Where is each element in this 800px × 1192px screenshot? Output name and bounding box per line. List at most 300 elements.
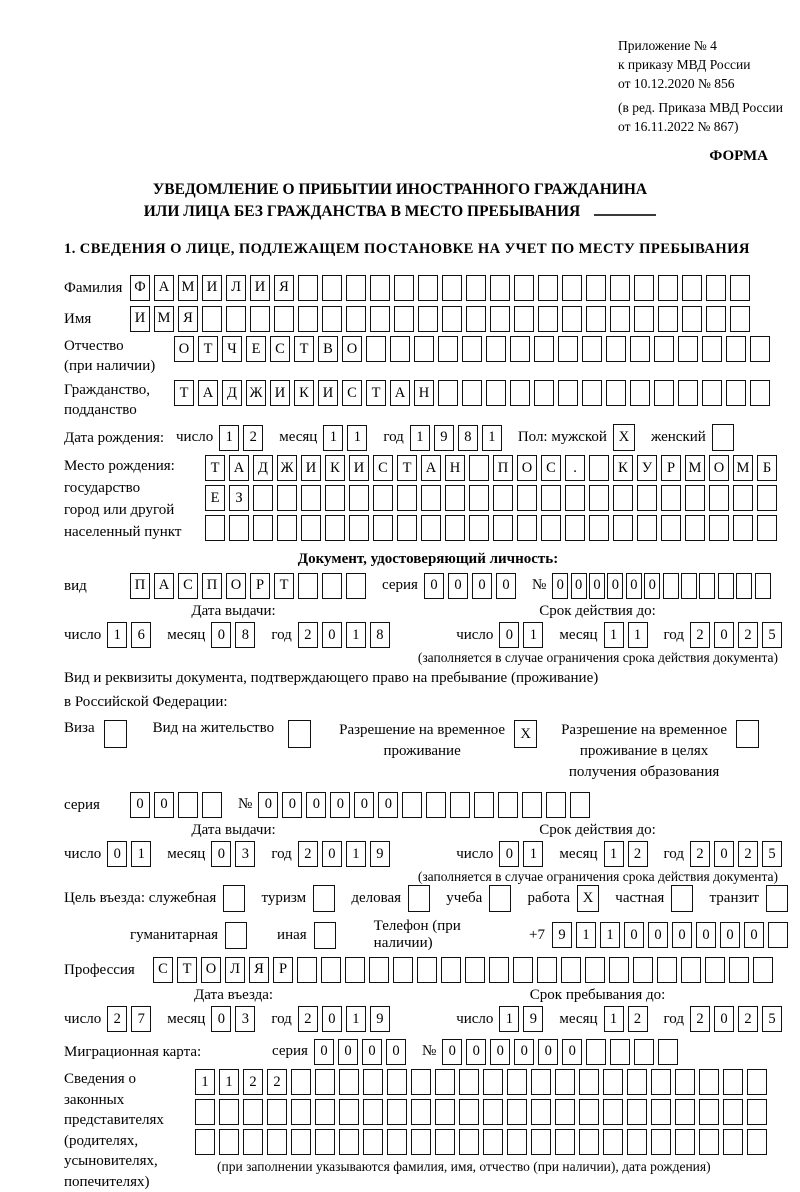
char-box[interactable] bbox=[349, 485, 369, 511]
purpose-business-checkbox[interactable] bbox=[408, 885, 434, 912]
char-box[interactable]: 0 bbox=[211, 622, 231, 648]
char-box[interactable] bbox=[498, 792, 518, 818]
char-box[interactable]: 0 bbox=[624, 922, 644, 948]
char-box[interactable] bbox=[586, 1039, 606, 1065]
char-box[interactable]: Я bbox=[249, 957, 269, 983]
char-box[interactable] bbox=[322, 306, 342, 332]
char-box[interactable]: 2 bbox=[298, 1006, 318, 1032]
char-box[interactable]: 2 bbox=[107, 1006, 127, 1032]
char-box[interactable] bbox=[459, 1129, 479, 1155]
char-box[interactable] bbox=[658, 306, 678, 332]
char-box[interactable] bbox=[462, 336, 482, 362]
char-box[interactable] bbox=[370, 275, 390, 301]
char-box[interactable]: 1 bbox=[499, 1006, 519, 1032]
char-box[interactable] bbox=[534, 336, 554, 362]
char-box[interactable] bbox=[489, 957, 509, 983]
char-box[interactable] bbox=[469, 485, 489, 511]
surname-input[interactable] bbox=[130, 275, 754, 301]
char-box[interactable] bbox=[387, 1099, 407, 1125]
char-box[interactable] bbox=[606, 380, 626, 406]
char-box[interactable] bbox=[681, 573, 697, 599]
char-box[interactable]: Л bbox=[225, 957, 245, 983]
char-box[interactable] bbox=[747, 1069, 767, 1095]
char-box[interactable] bbox=[755, 573, 771, 599]
char-box[interactable] bbox=[493, 515, 513, 541]
char-box[interactable]: . bbox=[565, 455, 585, 481]
char-box[interactable] bbox=[610, 275, 630, 301]
char-box[interactable] bbox=[663, 573, 679, 599]
char-box[interactable] bbox=[562, 275, 582, 301]
char-box[interactable] bbox=[438, 380, 458, 406]
char-box[interactable]: М bbox=[178, 275, 198, 301]
char-box[interactable] bbox=[243, 1129, 263, 1155]
char-box[interactable] bbox=[418, 306, 438, 332]
char-box[interactable]: 0 bbox=[322, 841, 342, 867]
char-box[interactable]: А bbox=[154, 275, 174, 301]
char-box[interactable] bbox=[657, 957, 677, 983]
char-box[interactable] bbox=[394, 306, 414, 332]
char-box[interactable] bbox=[561, 957, 581, 983]
permit-valid-month-input[interactable] bbox=[604, 841, 652, 867]
char-box[interactable] bbox=[298, 275, 318, 301]
char-box[interactable]: 3 bbox=[235, 841, 255, 867]
phone-input[interactable] bbox=[552, 922, 792, 948]
char-box[interactable] bbox=[541, 515, 561, 541]
char-box[interactable]: С bbox=[270, 336, 290, 362]
char-box[interactable] bbox=[609, 957, 629, 983]
char-box[interactable] bbox=[435, 1069, 455, 1095]
char-box[interactable]: 0 bbox=[211, 1006, 231, 1032]
char-box[interactable] bbox=[277, 485, 297, 511]
char-box[interactable] bbox=[445, 515, 465, 541]
char-box[interactable]: 5 bbox=[762, 1006, 782, 1032]
char-box[interactable]: Я bbox=[178, 306, 198, 332]
char-box[interactable] bbox=[225, 922, 247, 949]
char-box[interactable] bbox=[538, 306, 558, 332]
char-box[interactable]: 0 bbox=[378, 792, 398, 818]
char-box[interactable]: Т bbox=[366, 380, 386, 406]
char-box[interactable]: 9 bbox=[523, 1006, 543, 1032]
char-box[interactable] bbox=[325, 515, 345, 541]
char-box[interactable] bbox=[387, 1069, 407, 1095]
char-box[interactable]: 1 bbox=[323, 425, 343, 451]
char-box[interactable]: 1 bbox=[346, 841, 366, 867]
char-box[interactable] bbox=[706, 275, 726, 301]
char-box[interactable]: 0 bbox=[552, 573, 568, 599]
migcard-series-input[interactable] bbox=[314, 1039, 410, 1065]
char-box[interactable]: 2 bbox=[628, 841, 648, 867]
char-box[interactable] bbox=[229, 515, 249, 541]
char-box[interactable] bbox=[747, 1129, 767, 1155]
char-box[interactable]: Н bbox=[445, 455, 465, 481]
char-box[interactable] bbox=[363, 1129, 383, 1155]
guardians-row1-input[interactable] bbox=[195, 1069, 771, 1095]
char-box[interactable] bbox=[370, 306, 390, 332]
char-box[interactable]: В bbox=[318, 336, 338, 362]
char-box[interactable] bbox=[462, 380, 482, 406]
char-box[interactable]: 0 bbox=[672, 922, 692, 948]
char-box[interactable]: А bbox=[198, 380, 218, 406]
char-box[interactable]: К bbox=[325, 455, 345, 481]
char-box[interactable] bbox=[373, 485, 393, 511]
char-box[interactable]: 0 bbox=[424, 573, 444, 599]
char-box[interactable] bbox=[411, 1069, 431, 1095]
birth-year-input[interactable] bbox=[410, 425, 506, 451]
guardians-row2-input[interactable] bbox=[195, 1099, 771, 1125]
char-box[interactable] bbox=[414, 336, 434, 362]
char-box[interactable] bbox=[579, 1129, 599, 1155]
char-box[interactable] bbox=[291, 1129, 311, 1155]
char-box[interactable]: 1 bbox=[523, 841, 543, 867]
birthplace-row1-input[interactable] bbox=[205, 455, 781, 481]
char-box[interactable] bbox=[675, 1099, 695, 1125]
temp-residence-edu-checkbox[interactable] bbox=[736, 720, 763, 748]
char-box[interactable] bbox=[699, 1099, 719, 1125]
char-box[interactable]: И bbox=[318, 380, 338, 406]
char-box[interactable] bbox=[729, 957, 749, 983]
char-box[interactable] bbox=[397, 485, 417, 511]
stay-month-input[interactable] bbox=[604, 1006, 652, 1032]
char-box[interactable]: Р bbox=[661, 455, 681, 481]
doc-issue-year-input[interactable] bbox=[298, 622, 394, 648]
char-box[interactable] bbox=[627, 1129, 647, 1155]
char-box[interactable] bbox=[558, 336, 578, 362]
char-box[interactable]: 1 bbox=[410, 425, 430, 451]
char-box[interactable] bbox=[555, 1129, 575, 1155]
char-box[interactable] bbox=[634, 275, 654, 301]
char-box[interactable] bbox=[651, 1069, 671, 1095]
char-box[interactable] bbox=[402, 792, 422, 818]
char-box[interactable]: 0 bbox=[562, 1039, 582, 1065]
char-box[interactable]: 1 bbox=[346, 622, 366, 648]
char-box[interactable]: С bbox=[153, 957, 173, 983]
char-box[interactable] bbox=[493, 485, 513, 511]
char-box[interactable] bbox=[750, 380, 770, 406]
char-box[interactable]: 6 bbox=[131, 622, 151, 648]
char-box[interactable] bbox=[438, 336, 458, 362]
char-box[interactable] bbox=[768, 922, 788, 948]
char-box[interactable]: 0 bbox=[644, 573, 660, 599]
char-box[interactable]: М bbox=[154, 306, 174, 332]
birthplace-row2-input[interactable] bbox=[205, 485, 781, 511]
char-box[interactable]: У bbox=[637, 455, 657, 481]
char-box[interactable] bbox=[298, 306, 318, 332]
char-box[interactable] bbox=[685, 515, 705, 541]
char-box[interactable] bbox=[483, 1129, 503, 1155]
char-box[interactable]: С bbox=[342, 380, 362, 406]
visa-checkbox[interactable] bbox=[104, 720, 131, 748]
char-box[interactable] bbox=[736, 573, 752, 599]
char-box[interactable] bbox=[709, 515, 729, 541]
citizenship-input[interactable] bbox=[174, 380, 774, 406]
char-box[interactable] bbox=[486, 336, 506, 362]
char-box[interactable]: 0 bbox=[211, 841, 231, 867]
char-box[interactable]: 0 bbox=[496, 573, 516, 599]
char-box[interactable] bbox=[565, 485, 585, 511]
char-box[interactable]: 0 bbox=[744, 922, 764, 948]
char-box[interactable]: Б bbox=[757, 455, 777, 481]
char-box[interactable]: 0 bbox=[354, 792, 374, 818]
char-box[interactable]: П bbox=[202, 573, 222, 599]
char-box[interactable] bbox=[394, 275, 414, 301]
char-box[interactable]: М bbox=[685, 455, 705, 481]
char-box[interactable]: 1 bbox=[523, 622, 543, 648]
char-box[interactable] bbox=[709, 485, 729, 511]
char-box[interactable] bbox=[541, 485, 561, 511]
char-box[interactable] bbox=[325, 485, 345, 511]
sex-female-checkbox[interactable] bbox=[712, 424, 738, 451]
char-box[interactable] bbox=[465, 957, 485, 983]
char-box[interactable] bbox=[469, 515, 489, 541]
char-box[interactable] bbox=[514, 306, 534, 332]
char-box[interactable] bbox=[346, 275, 366, 301]
char-box[interactable] bbox=[363, 1099, 383, 1125]
char-box[interactable]: 1 bbox=[576, 922, 596, 948]
char-box[interactable]: 2 bbox=[690, 622, 710, 648]
char-box[interactable] bbox=[219, 1099, 239, 1125]
char-box[interactable] bbox=[486, 380, 506, 406]
permit-issue-month-input[interactable] bbox=[211, 841, 259, 867]
char-box[interactable] bbox=[733, 515, 753, 541]
char-box[interactable]: А bbox=[154, 573, 174, 599]
char-box[interactable]: 1 bbox=[219, 425, 239, 451]
char-box[interactable] bbox=[418, 275, 438, 301]
char-box[interactable]: Ж bbox=[277, 455, 297, 481]
char-box[interactable]: М bbox=[733, 455, 753, 481]
char-box[interactable]: 9 bbox=[370, 1006, 390, 1032]
char-box[interactable]: 1 bbox=[195, 1069, 215, 1095]
char-box[interactable] bbox=[671, 885, 693, 912]
char-box[interactable]: 0 bbox=[648, 922, 668, 948]
char-box[interactable] bbox=[339, 1069, 359, 1095]
char-box[interactable] bbox=[699, 573, 715, 599]
char-box[interactable]: Ф bbox=[130, 275, 150, 301]
sex-male-checkbox[interactable] bbox=[613, 424, 639, 451]
char-box[interactable]: 1 bbox=[346, 1006, 366, 1032]
entry-day-input[interactable] bbox=[107, 1006, 155, 1032]
char-box[interactable] bbox=[606, 336, 626, 362]
char-box[interactable]: 0 bbox=[589, 573, 605, 599]
entry-month-input[interactable] bbox=[211, 1006, 259, 1032]
char-box[interactable]: 9 bbox=[552, 922, 572, 948]
char-box[interactable] bbox=[634, 306, 654, 332]
char-box[interactable] bbox=[253, 485, 273, 511]
char-box[interactable] bbox=[205, 515, 225, 541]
char-box[interactable] bbox=[459, 1099, 479, 1125]
char-box[interactable] bbox=[253, 515, 273, 541]
stay-year-input[interactable] bbox=[690, 1006, 786, 1032]
char-box[interactable] bbox=[627, 1069, 647, 1095]
char-box[interactable]: 0 bbox=[306, 792, 326, 818]
char-box[interactable] bbox=[634, 1039, 654, 1065]
char-box[interactable]: О bbox=[517, 455, 537, 481]
temp-residence-checkbox[interactable] bbox=[514, 720, 541, 748]
char-box[interactable] bbox=[483, 1099, 503, 1125]
char-box[interactable]: Д bbox=[253, 455, 273, 481]
char-box[interactable] bbox=[603, 1069, 623, 1095]
char-box[interactable]: И bbox=[270, 380, 290, 406]
char-box[interactable]: 0 bbox=[330, 792, 350, 818]
doc-number-input[interactable] bbox=[552, 573, 773, 599]
char-box[interactable] bbox=[654, 336, 674, 362]
purpose-humanitarian-checkbox[interactable] bbox=[225, 922, 251, 949]
char-box[interactable]: И bbox=[349, 455, 369, 481]
char-box[interactable]: 0 bbox=[448, 573, 468, 599]
char-box[interactable]: С bbox=[178, 573, 198, 599]
char-box[interactable] bbox=[411, 1129, 431, 1155]
char-box[interactable]: 2 bbox=[267, 1069, 287, 1095]
char-box[interactable]: Ж bbox=[246, 380, 266, 406]
migcard-number-input[interactable] bbox=[442, 1039, 682, 1065]
char-box[interactable] bbox=[243, 1099, 263, 1125]
doc-valid-month-input[interactable] bbox=[604, 622, 652, 648]
char-box[interactable] bbox=[757, 485, 777, 511]
char-box[interactable]: Я bbox=[274, 275, 294, 301]
char-box[interactable] bbox=[507, 1069, 527, 1095]
char-box[interactable] bbox=[321, 957, 341, 983]
char-box[interactable]: 1 bbox=[604, 841, 624, 867]
char-box[interactable] bbox=[678, 380, 698, 406]
char-box[interactable]: 9 bbox=[370, 841, 390, 867]
char-box[interactable] bbox=[613, 515, 633, 541]
char-box[interactable] bbox=[723, 1069, 743, 1095]
char-box[interactable] bbox=[681, 957, 701, 983]
char-box[interactable] bbox=[699, 1069, 719, 1095]
char-box[interactable] bbox=[562, 306, 582, 332]
char-box[interactable]: 2 bbox=[738, 841, 758, 867]
doc-type-input[interactable] bbox=[130, 573, 370, 599]
char-box[interactable] bbox=[633, 957, 653, 983]
char-box[interactable]: О bbox=[342, 336, 362, 362]
char-box[interactable] bbox=[466, 306, 486, 332]
char-box[interactable]: 1 bbox=[628, 622, 648, 648]
char-box[interactable] bbox=[442, 306, 462, 332]
entry-year-input[interactable] bbox=[298, 1006, 394, 1032]
char-box[interactable]: Е bbox=[205, 485, 225, 511]
char-box[interactable] bbox=[750, 336, 770, 362]
char-box[interactable]: 0 bbox=[499, 622, 519, 648]
char-box[interactable] bbox=[104, 720, 127, 748]
char-box[interactable] bbox=[291, 1099, 311, 1125]
stay-day-input[interactable] bbox=[499, 1006, 547, 1032]
permit-valid-day-input[interactable] bbox=[499, 841, 547, 867]
char-box[interactable]: 0 bbox=[107, 841, 127, 867]
char-box[interactable] bbox=[555, 1069, 575, 1095]
char-box[interactable] bbox=[613, 485, 633, 511]
char-box[interactable]: С bbox=[541, 455, 561, 481]
char-box[interactable] bbox=[315, 1129, 335, 1155]
char-box[interactable] bbox=[675, 1129, 695, 1155]
char-box[interactable] bbox=[178, 792, 198, 818]
char-box[interactable] bbox=[490, 275, 510, 301]
char-box[interactable] bbox=[267, 1129, 287, 1155]
char-box[interactable] bbox=[339, 1099, 359, 1125]
char-box[interactable] bbox=[730, 306, 750, 332]
char-box[interactable]: Р bbox=[273, 957, 293, 983]
char-box[interactable] bbox=[682, 306, 702, 332]
char-box[interactable]: 5 bbox=[762, 841, 782, 867]
name-input[interactable] bbox=[130, 306, 754, 332]
char-box[interactable] bbox=[267, 1099, 287, 1125]
purpose-work-checkbox[interactable] bbox=[577, 885, 603, 912]
char-box[interactable] bbox=[702, 380, 722, 406]
char-box[interactable]: И bbox=[202, 275, 222, 301]
char-box[interactable] bbox=[603, 1099, 623, 1125]
char-box[interactable]: 0 bbox=[338, 1039, 358, 1065]
char-box[interactable] bbox=[483, 1069, 503, 1095]
char-box[interactable] bbox=[288, 720, 311, 748]
char-box[interactable]: 0 bbox=[322, 1006, 342, 1032]
char-box[interactable] bbox=[297, 957, 317, 983]
char-box[interactable]: 2 bbox=[243, 425, 263, 451]
char-box[interactable] bbox=[393, 957, 413, 983]
char-box[interactable] bbox=[610, 1039, 630, 1065]
char-box[interactable] bbox=[489, 885, 511, 912]
char-box[interactable]: К bbox=[294, 380, 314, 406]
char-box[interactable] bbox=[435, 1129, 455, 1155]
char-box[interactable] bbox=[408, 885, 430, 912]
char-box[interactable] bbox=[195, 1099, 215, 1125]
char-box[interactable]: 0 bbox=[130, 792, 150, 818]
purpose-study-checkbox[interactable] bbox=[489, 885, 515, 912]
char-box[interactable]: О bbox=[226, 573, 246, 599]
char-box[interactable] bbox=[586, 275, 606, 301]
char-box[interactable]: А bbox=[421, 455, 441, 481]
char-box[interactable] bbox=[202, 306, 222, 332]
char-box[interactable]: Н bbox=[414, 380, 434, 406]
char-box[interactable] bbox=[507, 1129, 527, 1155]
char-box[interactable] bbox=[250, 306, 270, 332]
char-box[interactable]: 1 bbox=[347, 425, 367, 451]
char-box[interactable] bbox=[586, 306, 606, 332]
char-box[interactable] bbox=[589, 455, 609, 481]
char-box[interactable] bbox=[517, 485, 537, 511]
char-box[interactable]: 7 bbox=[131, 1006, 151, 1032]
char-box[interactable] bbox=[421, 485, 441, 511]
char-box[interactable] bbox=[202, 792, 222, 818]
char-box[interactable]: 1 bbox=[219, 1069, 239, 1095]
char-box[interactable]: Т bbox=[397, 455, 417, 481]
char-box[interactable]: 1 bbox=[600, 922, 620, 948]
char-box[interactable] bbox=[366, 336, 386, 362]
char-box[interactable] bbox=[459, 1069, 479, 1095]
char-box[interactable] bbox=[538, 275, 558, 301]
char-box[interactable] bbox=[346, 306, 366, 332]
char-box[interactable]: X bbox=[613, 424, 635, 451]
char-box[interactable]: О bbox=[174, 336, 194, 362]
char-box[interactable]: 0 bbox=[720, 922, 740, 948]
char-box[interactable] bbox=[322, 573, 342, 599]
char-box[interactable] bbox=[654, 380, 674, 406]
char-box[interactable] bbox=[630, 336, 650, 362]
char-box[interactable]: Т bbox=[294, 336, 314, 362]
char-box[interactable] bbox=[582, 336, 602, 362]
char-box[interactable]: Е bbox=[246, 336, 266, 362]
patronymic-input[interactable] bbox=[174, 336, 774, 362]
char-box[interactable] bbox=[589, 485, 609, 511]
char-box[interactable] bbox=[637, 515, 657, 541]
char-box[interactable]: 0 bbox=[442, 1039, 462, 1065]
char-box[interactable] bbox=[345, 957, 365, 983]
birth-month-input[interactable] bbox=[323, 425, 371, 451]
char-box[interactable] bbox=[507, 1099, 527, 1125]
char-box[interactable]: Т bbox=[205, 455, 225, 481]
char-box[interactable] bbox=[314, 922, 336, 949]
char-box[interactable] bbox=[705, 957, 725, 983]
char-box[interactable] bbox=[702, 336, 722, 362]
char-box[interactable]: 0 bbox=[607, 573, 623, 599]
char-box[interactable]: 0 bbox=[154, 792, 174, 818]
